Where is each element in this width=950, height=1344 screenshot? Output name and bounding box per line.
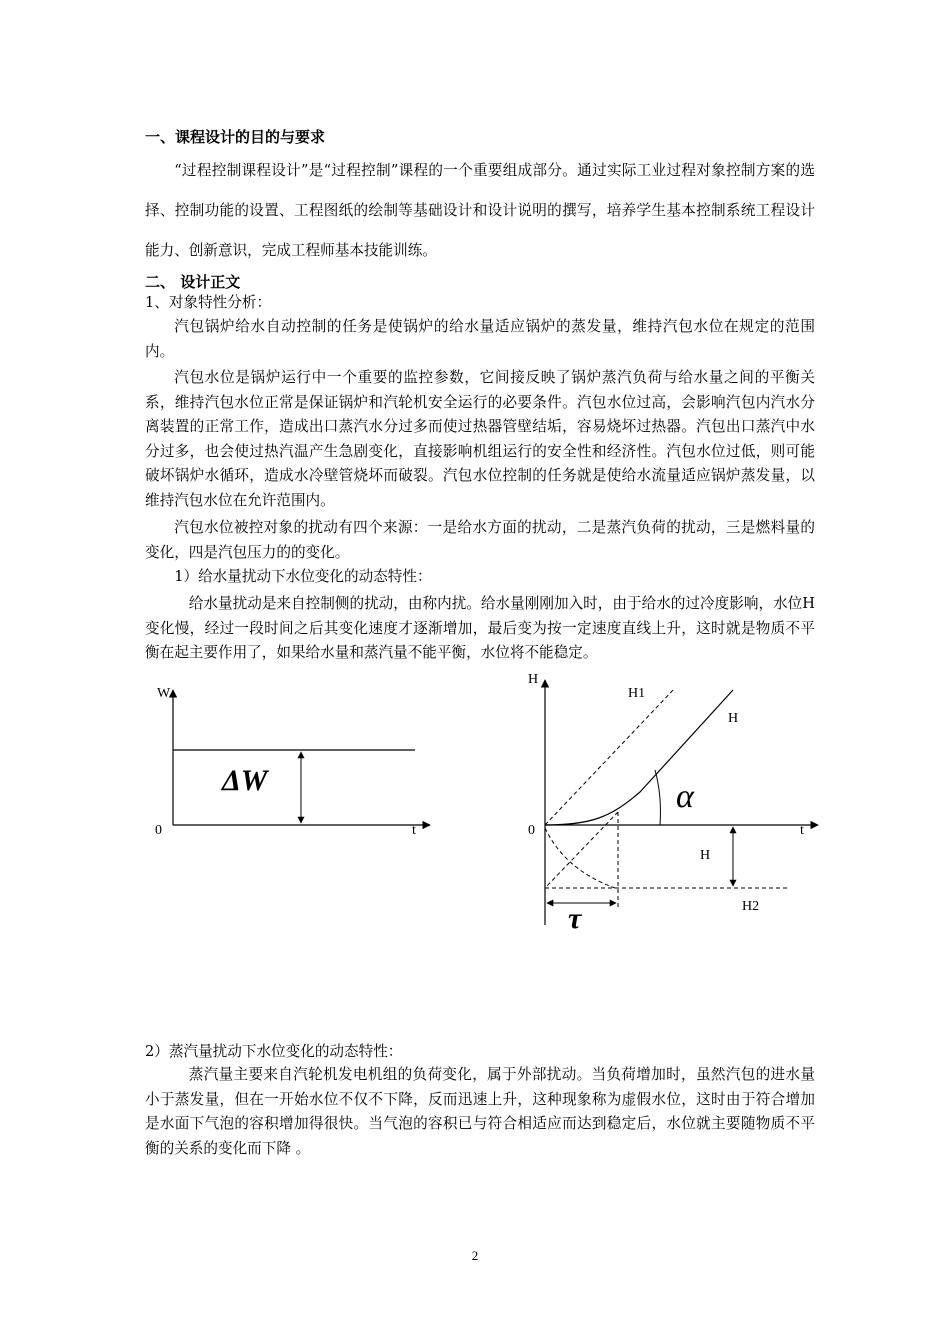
left-y-label: W <box>157 686 171 701</box>
item1-paragraph: 给水量扰动是来自控制侧的扰动，由称内扰。给水量刚刚加入时，由于给水的过冷度影响，水位H变化慢，经过一段时间之后其变化速度才逐渐增加，最后变为按一定速度直线上升，这时就是物质不平衡在起主要作用了，如果给水量和蒸汽量不能平衡，水位将不能稳定。 <box>145 595 815 661</box>
section2-heading: 二、 设计正文 <box>145 273 241 291</box>
item2-title: 2）蒸汽量扰动下水位变化的动态特性： <box>145 1043 403 1060</box>
section1-heading: 一、课程设计的目的与要求 <box>145 128 326 146</box>
alpha-label: α <box>676 778 694 815</box>
left-x-label: t <box>412 823 416 838</box>
h-curve-label: H <box>728 711 739 726</box>
subsection1-title: 1、对象特性分析： <box>145 294 272 311</box>
right-origin-label: 0 <box>528 823 535 838</box>
h1-label: H1 <box>628 686 646 701</box>
figure-left-step-input <box>155 686 430 838</box>
h2-label: H2 <box>742 899 760 914</box>
tau-label: τ <box>568 902 582 935</box>
left-delta-w-label: ΔW <box>222 764 268 797</box>
right-x-label: t <box>800 823 804 838</box>
h1-dashed-line <box>545 688 675 825</box>
alpha-arc <box>655 770 660 825</box>
paragraph-task: 汽包锅炉给水自动控制的任务是使锅炉的给水量适应锅炉的蒸发量，维持汽包水位在规定的范围内。 <box>145 318 815 360</box>
item1-title: 1）给水量扰动下水位变化的动态特性： <box>174 568 432 585</box>
paragraph-importance: 汽包水位是锅炉运行中一个重要的监控参数，它间接反映了锅炉蒸汽负荷与给水量之间的平衡关系，维持汽包水位正常是保证锅炉和汽轮机安全运行的必要条件。汽包水位过高，会影响汽包内汽水分离装置的正常工作，造成出口蒸汽水分过多而使过热器管壁结垢，容易烧坏过热器。汽包出口蒸汽中水分过多，也会使过热汽温产生急剧变化，直接影响机组运行的安全性和经济性。汽包水位过低，则可能破坏锅炉水循环，造成水冷壁管烧坏而破裂。汽包水位控制的任务就是使给水流量适应锅炉蒸发量，以维持汽包水位在允许范围内。 <box>145 369 815 509</box>
section1-paragraph: “过程控制课程设计”是“过程控制”课程的一个重要组成部分。通过实际工业过程对象控制方案的选择、控制功能的设置、工程图纸的绘制等基础设计和设计说明的撰写，培养学生基本控制系统工程设计能力、创新意识，完成工程师基本技能训练。 <box>145 162 815 259</box>
left-origin-label: 0 <box>155 823 162 838</box>
page-number: 2 <box>471 1248 479 1263</box>
h2-dashed-curve <box>545 828 615 888</box>
item2-paragraph: 蒸汽量主要来自汽轮机发电机组的负荷变化，属于外部扰动。当负荷增加时，虽然汽包的进水量小于蒸发量，但在一开始水位不仅不下降，反而迅速上升，这种现象称为虚假水位，这时由于符合增加是水面下气泡的容积增加得很快。当气泡的容积已与符合相适应而达到稳定后，水位就主要随物质不平衡的关系的变化而下降 。 <box>145 1066 815 1157</box>
paragraph-disturbance-sources: 汽包水位被控对象的扰动有四个来源：一是给水方面的扰动，二是蒸汽负荷的扰动，三是燃料量的变化，四是汽包压力的的变化。 <box>145 519 815 561</box>
figure-right-level-response <box>528 672 818 935</box>
right-y-label: H <box>528 672 539 687</box>
h-drop-label: H <box>700 848 711 863</box>
tangent-dashed-line <box>545 812 618 888</box>
h-response-curve <box>545 690 733 825</box>
